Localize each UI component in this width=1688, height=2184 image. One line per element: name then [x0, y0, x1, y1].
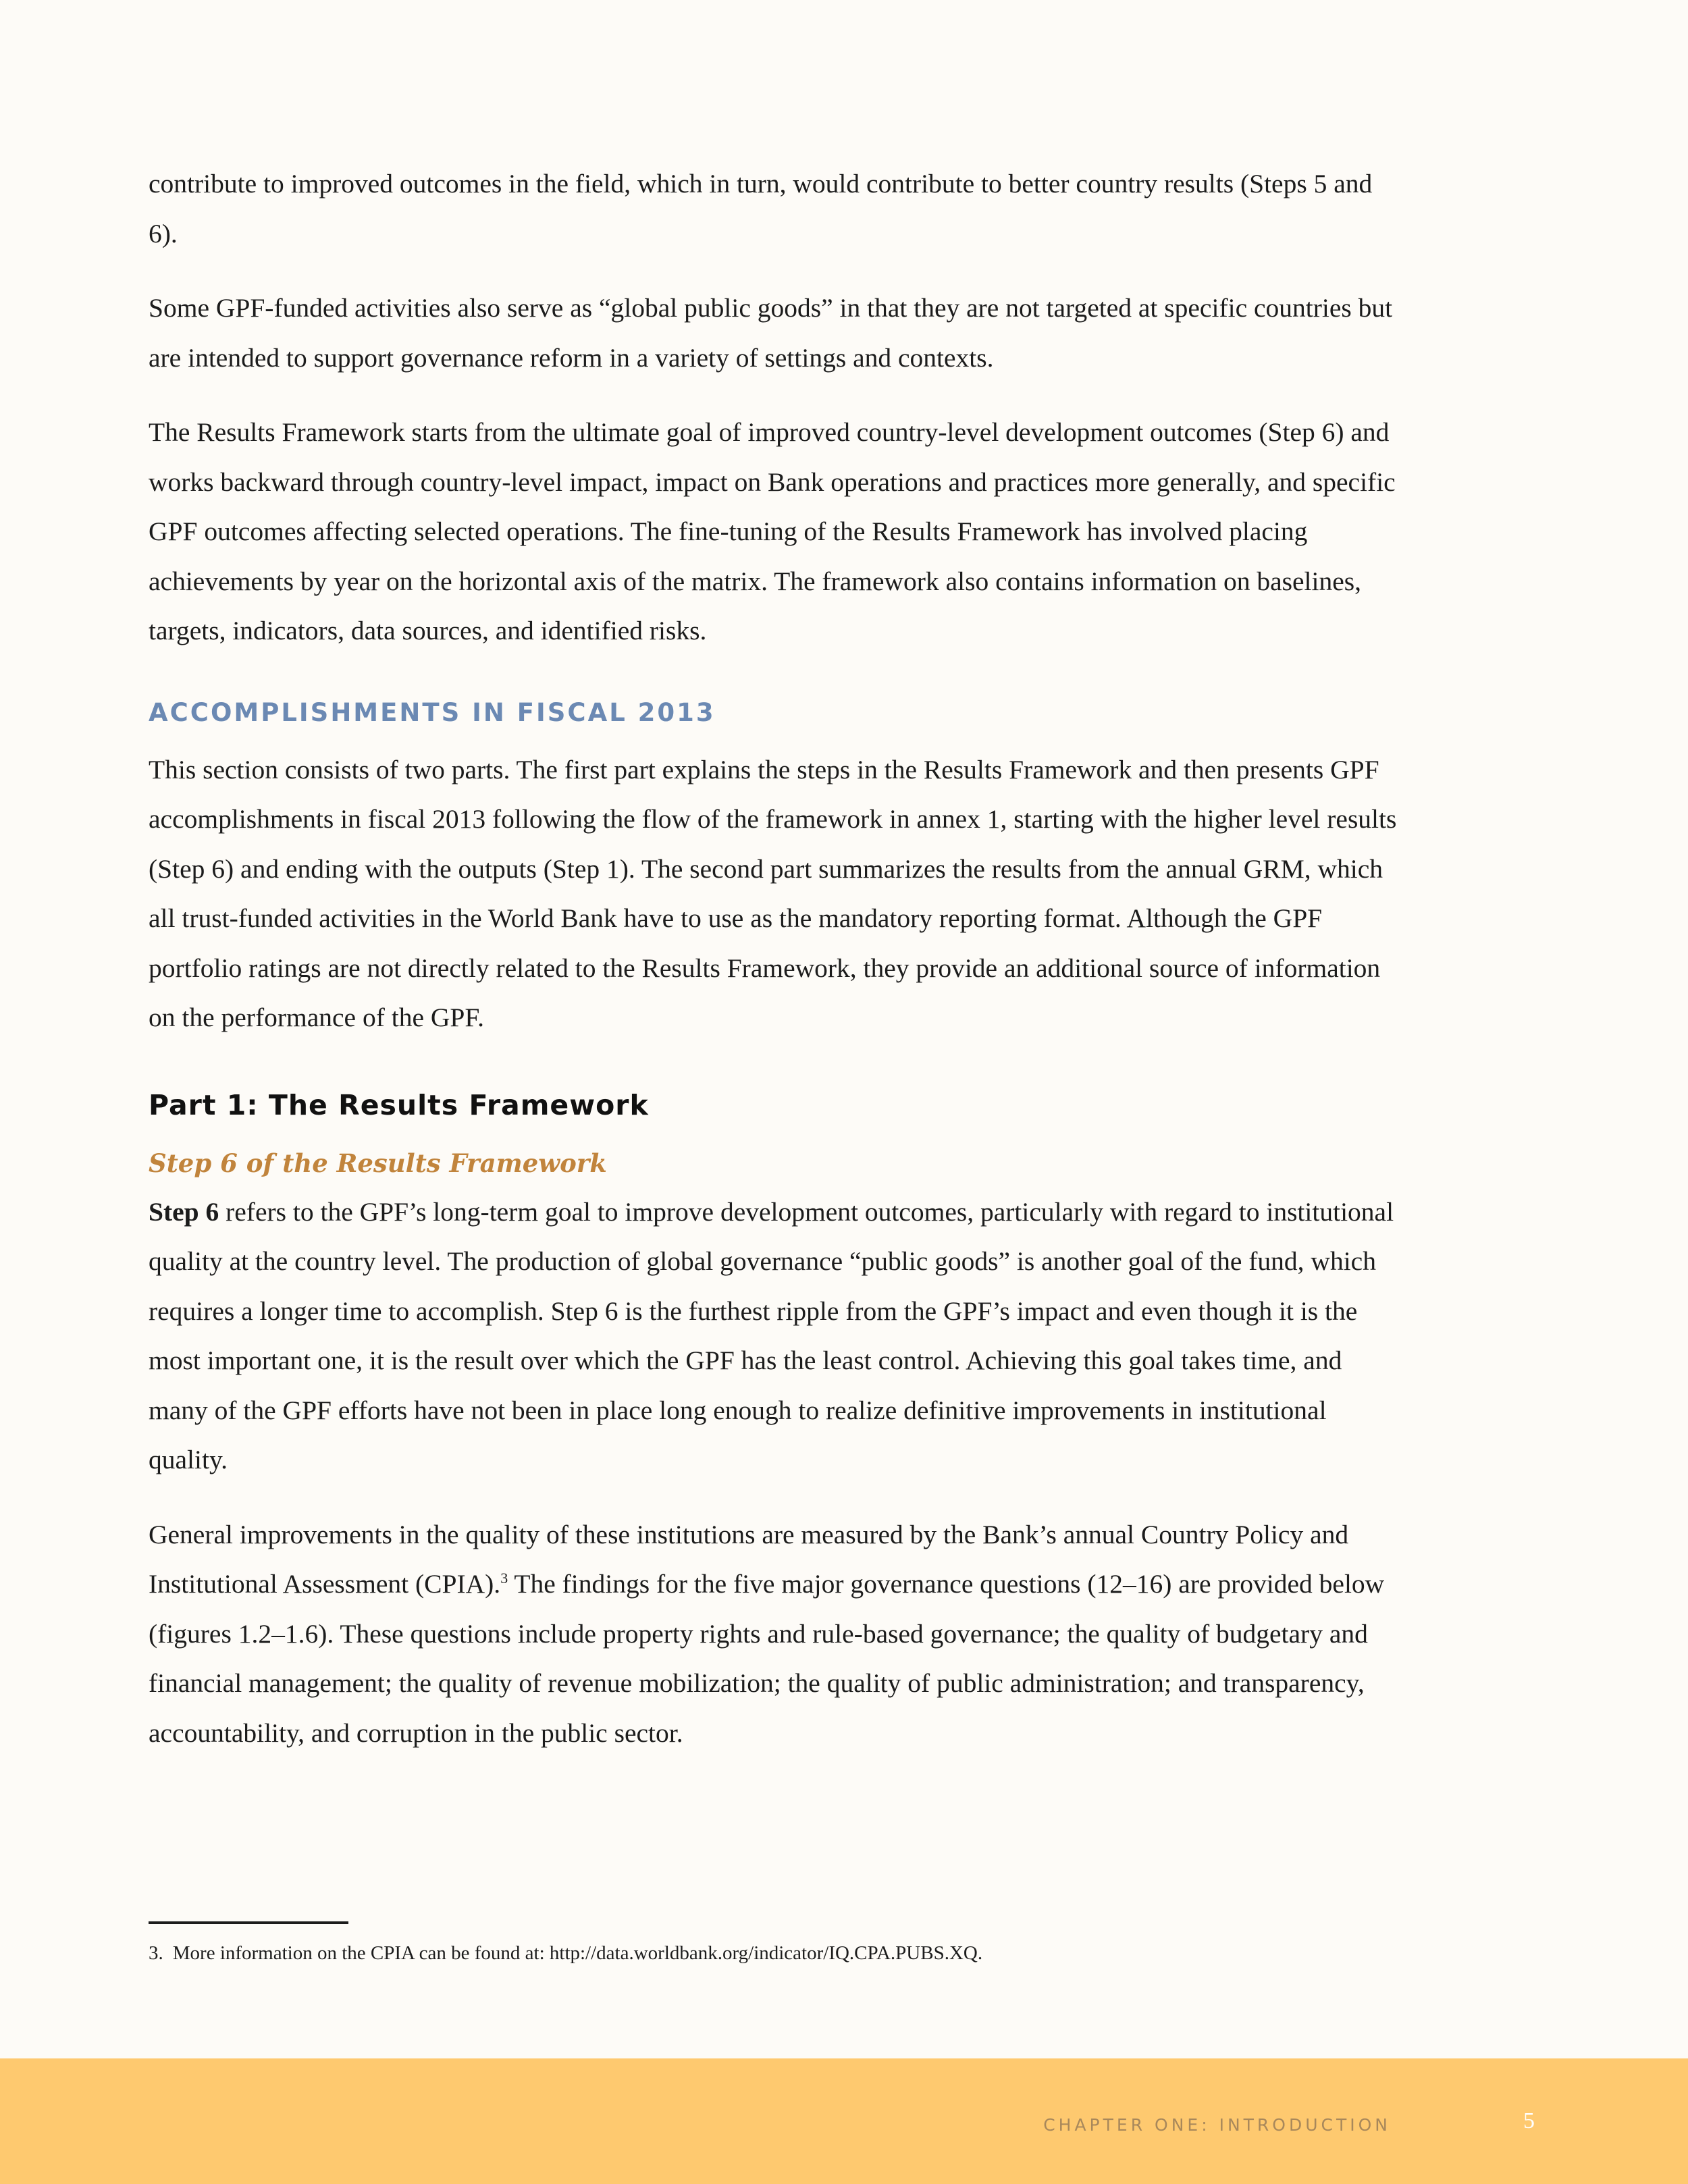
step-6-text: refers to the GPF’s long-term goal to improve development outcomes, particularly with regard to institutional quality at the country level. The production of global governance “public goods” is another goal of the fund, which requires a longer time to accomplish. Step 6 is the furthest ripple from the GPF’s impact and even though it is the most important one, it is the result over which the GPF has the least control. Achieving this goal takes time, and many of the GPF efforts have not been in place long enough to realize definitive improvements in institutional quality. — [149, 1196, 1394, 1474]
footnote-3 — [149, 1939, 1404, 1967]
cpia-text-end: The findings for the five major governance questions (12–16) are provided below (figures 1.2–1.6). These questions include property rights and rule-based governance; the quality of budgetary and financial management; the quality of revenue mobilization; the quality of public administration; and transparency, accountability, and corruption in the public sector. — [149, 1569, 1385, 1748]
footer-page-number: 5 — [1523, 2108, 1535, 2133]
paragraph-results-framework: The Results Framework starts from the ultimate goal of improved country-level development outcomes (Step 6) and works backward through country-level impact, impact on Bank operations and practices more generally, and specific GPF outcomes affecting selected operations. The fine-tuning of the Results Framework has involved placing achievements by year on the horizontal axis of the matrix. The framework also contains information on baselines, targets, indicators, data sources, and identified risks. — [149, 417, 1396, 645]
footnote-ref-3[interactable]: 3 — [500, 1569, 508, 1587]
paragraph-cpia — [149, 1510, 1404, 1759]
step-6-heading: Step 6 of the Results Framework — [149, 1148, 607, 1178]
paragraph-accomplishments: This section consists of two parts. The first part explains the steps in the Results Framework and then presents GPF accomplishments in fiscal 2013 following the flow of the framework in annex 1, starting with the higher level results (Step 6) and ending with the outputs (Step 1). The second part summarizes the results from the annual GRM, which all trust-funded activities in the World Bank have to use as the mandatory reporting format. Although the GPF portfolio ratings are not directly related to the Results Framework, they provide an additional source of information on the performance of the GPF. — [149, 754, 1397, 1032]
section-heading-accomplishments: ACCOMPLISHMENTS IN FISCAL 2013 — [149, 697, 716, 727]
paragraph-step-6 — [149, 1188, 1404, 1485]
footnote-text: More information on the CPIA can be found at: http://data.worldbank.org/indicator/IQ.CPA.PUBS.XQ. — [172, 1942, 983, 1964]
footnote-divider — [149, 1921, 348, 1924]
part-1-heading: Part 1: The Results Framework — [149, 1088, 649, 1121]
paragraph-intro-continuation: contribute to improved outcomes in the field, which in turn, would contribute to better country results (Steps 5 and 6). — [149, 169, 1373, 248]
footnote-number: 3. — [149, 1942, 163, 1964]
main-content — [149, 159, 1404, 1783]
paragraph-global-public-goods: Some GPF-funded activities also serve as “global public goods” in that they are not targeted at specific countries but are intended to support governance reform in a variety of settings and contexts. — [149, 293, 1393, 373]
footer-chapter-title: CHAPTER ONE: INTRODUCTION — [1043, 2115, 1391, 2135]
step-6-lead: Step 6 — [149, 1196, 219, 1227]
page-footer — [0, 2058, 1688, 2184]
cpia-text-start: General improvements in the quality of these institutions are measured by the Bank’s annual Country Policy and Institutional Assessment (CPIA). — [149, 1519, 1349, 1599]
